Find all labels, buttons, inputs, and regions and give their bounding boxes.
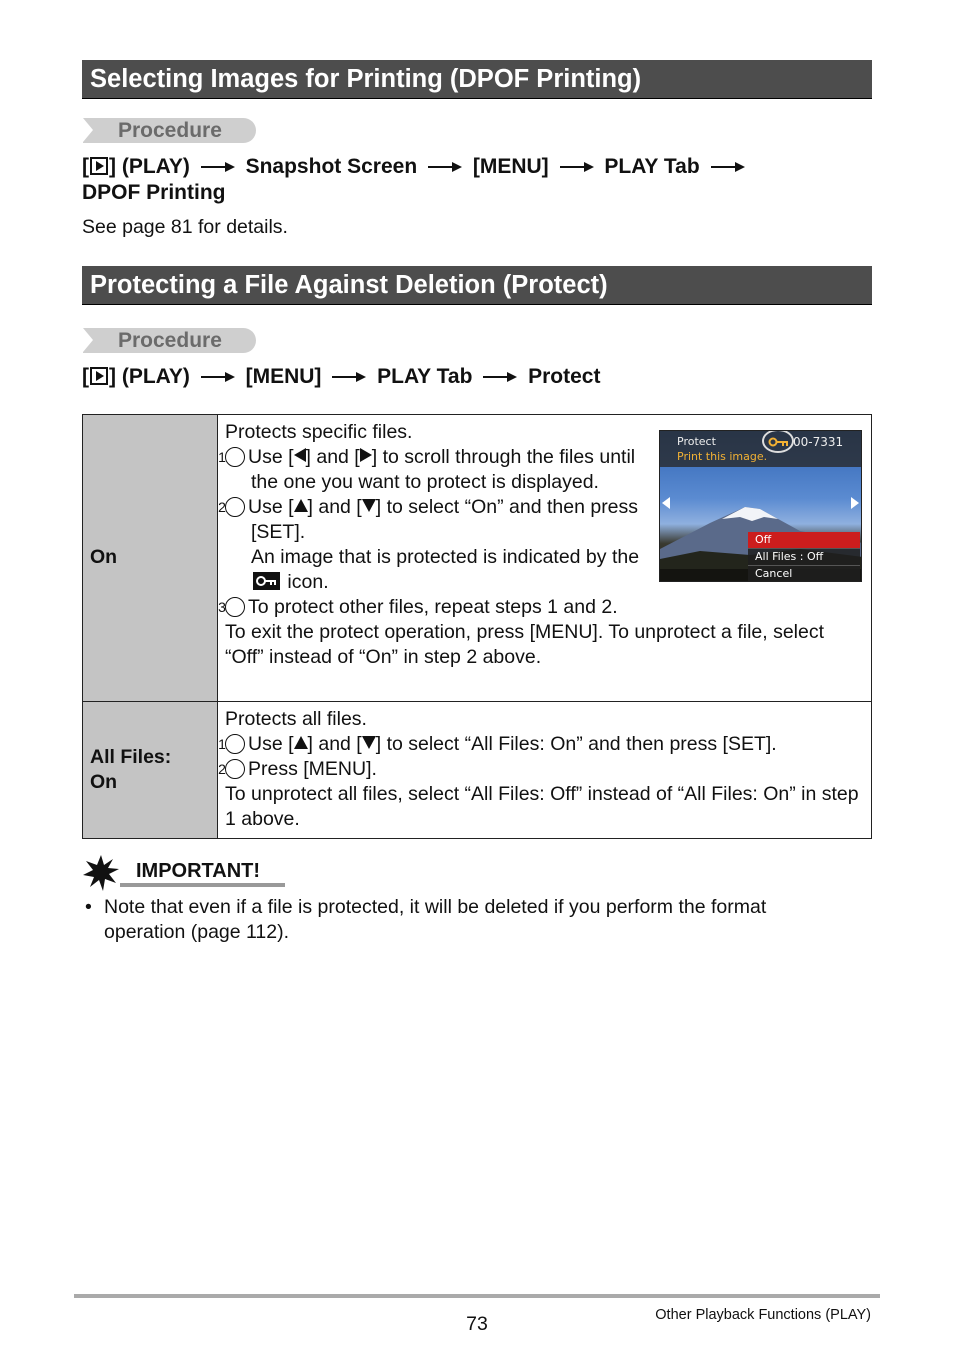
step-3: 3 To protect other files, repeat steps 1 and 2. xyxy=(218,596,618,618)
play-icon xyxy=(90,367,108,385)
protect-menu-path: [ ] (PLAY) [MENU] PLAY Tab Protect xyxy=(82,365,601,388)
protect-icon-note: An image that is protected is indicated by the icon. xyxy=(251,546,640,593)
arrow-right-icon xyxy=(483,372,517,382)
down-arrow-icon xyxy=(362,499,376,512)
step-1: 1 Use [ ] and [ ] to select “All Files: On” and then press [SET]. xyxy=(218,733,777,755)
protect-menu xyxy=(748,532,860,582)
procedure-label: Procedure xyxy=(118,329,222,352)
arrow-right-icon xyxy=(201,162,235,172)
menu-item-off[interactable]: Off xyxy=(748,532,860,549)
up-arrow-icon xyxy=(294,736,308,749)
page-number: 73 xyxy=(466,1313,488,1335)
important-title: IMPORTANT! xyxy=(136,860,261,882)
dpof-menu-path-end: DPOF Printing xyxy=(82,181,226,204)
arrow-right-icon xyxy=(332,372,366,382)
dpof-menu-path: [ ] (PLAY) Snapshot Screen [MENU] PLAY Tab xyxy=(82,154,750,180)
play-icon xyxy=(90,157,108,175)
screen-title: Protect xyxy=(677,435,716,448)
important-bullet: • xyxy=(85,896,92,918)
menu-item-all-files-off[interactable]: All Files : Off xyxy=(748,549,860,566)
screen-subtitle: Print this image. xyxy=(677,450,768,463)
left-arrow-icon xyxy=(294,448,306,462)
arrow-right-icon xyxy=(201,372,235,382)
camera-screen-illustration xyxy=(659,430,862,582)
option-key-on: On xyxy=(83,415,218,702)
option-key-all-files-on: All Files: On xyxy=(83,702,218,839)
arrow-right-icon xyxy=(560,162,594,172)
down-arrow-icon xyxy=(362,736,376,749)
important-starburst-icon xyxy=(83,855,119,891)
option-description-all-files: Protects all files. 1 Use [ ] and [ ] to select “All Files: On” and then press [SET]. 2 Press [MENU]. To unprotect all files, select “All Files: Off” instead of “All Files: On” in step 1 above. xyxy=(218,702,872,839)
right-arrow-icon xyxy=(851,497,859,509)
file-number: 00-7331 xyxy=(793,435,844,449)
footer-section-title: Other Playback Functions (PLAY) xyxy=(655,1307,871,1323)
procedure-label: Procedure xyxy=(118,119,222,142)
arrow-right-icon xyxy=(428,162,462,172)
important-text: Note that even if a file is protected, it will be deleted if you perform the format operation (page 112). xyxy=(104,896,767,943)
left-arrow-icon xyxy=(662,497,670,509)
section-heading-protect: Protecting a File Against Deletion (Protect) xyxy=(82,266,872,305)
step-2: 2 Press [MENU]. xyxy=(218,758,377,780)
key-protect-icon xyxy=(768,436,790,448)
footer-divider xyxy=(74,1294,880,1298)
step-1: 1 Use [ ] and [ ] to scroll through the files until the one you want to protect is displayed. xyxy=(218,446,636,493)
up-arrow-icon xyxy=(294,499,308,512)
important-rule xyxy=(120,883,285,887)
key-protect-icon xyxy=(253,572,280,590)
menu-item-cancel[interactable]: Cancel xyxy=(748,566,860,582)
dpof-note: See page 81 for details. xyxy=(82,216,288,238)
procedure-badge xyxy=(83,118,256,143)
right-arrow-icon xyxy=(360,448,372,462)
option-description-on: Protects specific files. 1 Use [ ] and [ ] to scroll through the files until the one you want to protect is displayed. 2 Use [ ] and [ ] to select “On” and then press [SET]. An image that is protected is indicated by the icon. 3 To protect other files, repeat steps 1 and 2. To exit the protect operation, press [MENU]. To unprotect a file, select “Off” instead of “On” in step 2 above. xyxy=(218,415,872,702)
section-heading-dpof: Selecting Images for Printing (DPOF Printing) xyxy=(82,60,872,99)
arrow-right-icon xyxy=(711,162,745,172)
table-row xyxy=(83,702,872,839)
procedure-badge xyxy=(83,328,256,353)
step-2: 2 Use [ ] and [ ] to select “On” and then press [SET]. xyxy=(218,496,639,543)
